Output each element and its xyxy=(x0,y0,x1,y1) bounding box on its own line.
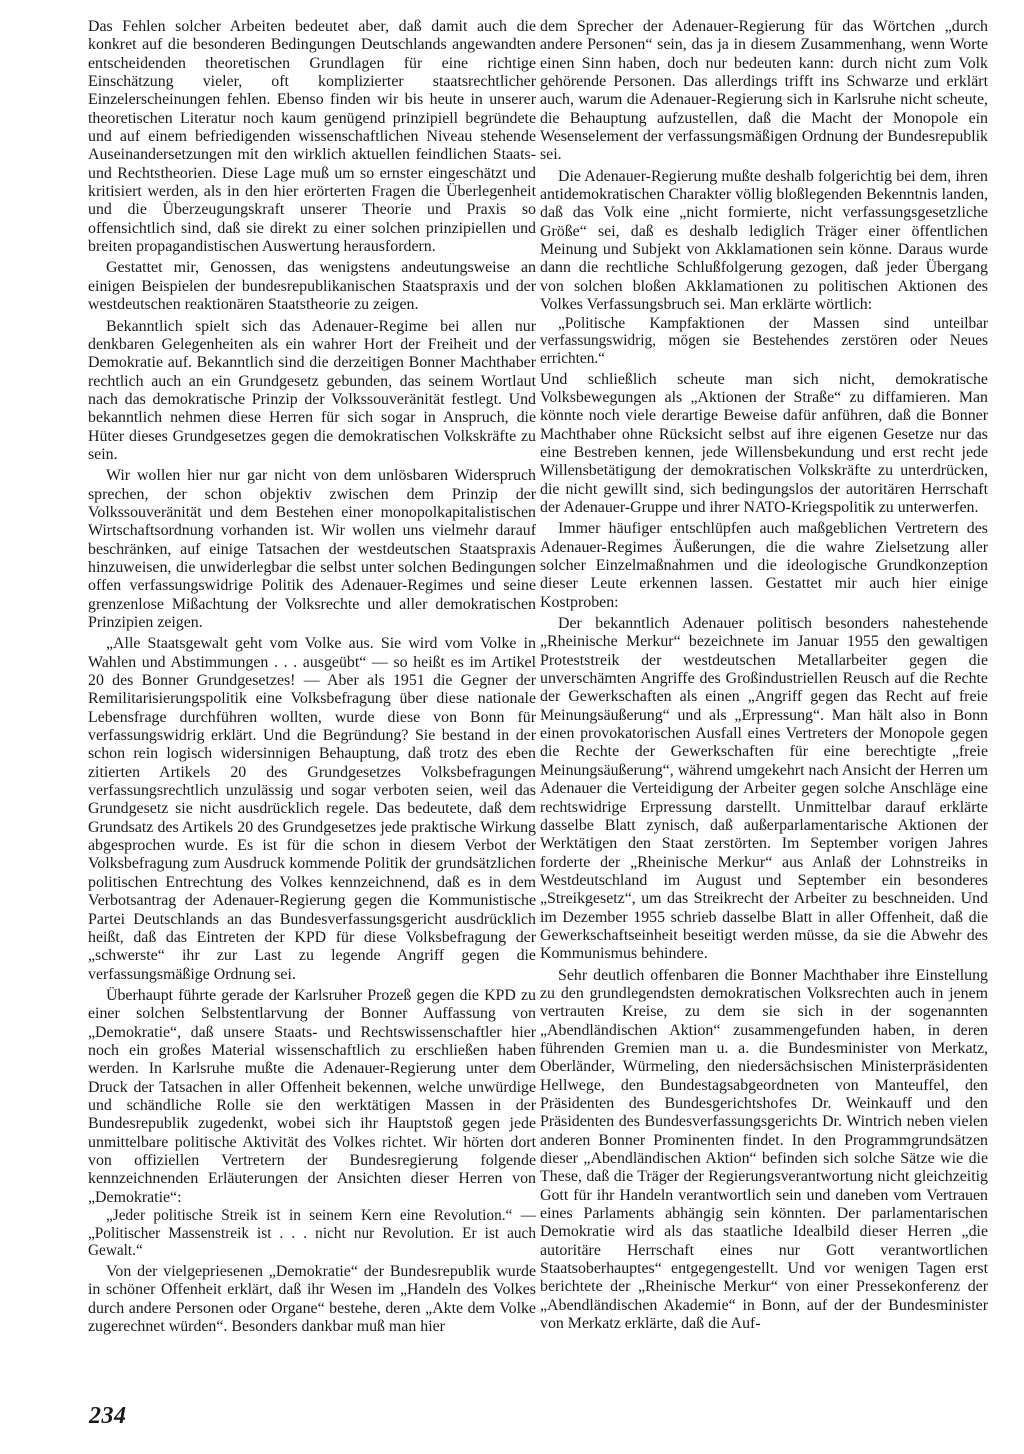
paragraph: „Alle Staatsgewalt geht vom Volke aus. Sie wird vom Volke in Wahlen und Abstimmungen . . . ausgeübt“ — so heißt es im Artikel 20 des Bonner Grundgesetzes! — Aber als 1951 die Gegner der Remilitarisierungspolitik eine Volksbefragung über diese nationale Lebensfrage durchführen wollten, wurde diese von Bonn für verfassungswidrig erklärt. Und die Begründung? Sie bestand in der schon rein logisch widersinnigen Behauptung, daß trotz des eben zitierten Artikels 20 des Grundgesetzes Volksbefragungen verfassungsrechtlich unzulässig und sogar verboten seien, weil das Grundgesetz sie nicht ausdrücklich regele. Das bedeutete, daß dem Grundsatz des Artikels 20 des Grundgesetzes jede praktische Wirkung abgesprochen wurde. Es ist für die schon in diesem Verbot der Volksbefragung zum Ausdruck kommende Politik der grundsätzlichen politischen Entrechtung des Volkes kennzeichnend, daß es in dem Verbotsantrag der Adenauer-Regierung gegen die Kommunistische Partei Deutschlands an das Bundesverfassungsgericht ausdrücklich heißt, daß das Eintreten der KPD für diese Volksbefragung der „schwerste“ ihr zur Last zu legende Angriff gegen die verfassungsmäßige Ordnung sei. xyxy=(88,635,536,983)
paragraph: Das Fehlen solcher Arbeiten bedeutet aber, daß damit auch die konkret auf die besonderen Bedingungen Deutschlands angewandten entscheidenden theoretischen Grundlagen für eine richtige Einschätzung vieler, oft komplizierter staatsrechtlicher Einzelerscheinungen fehlen. Ebenso finden wir bis heute in unserer theoretischen Literatur noch kaum genügend prinzipiell begründete und auf einem befriedigenden wissenschaftlichen Niveau stehende Auseinandersetzungen mit den wirklich aktuellen feindlichen Staats- und Rechtstheorien. Diese Lage muß um so ernster eingeschätzt und kritisiert werden, als in den hier erörterten Fragen die Überlegenheit und die Überzeugungskraft unserer Theorie und Praxis so offensichtlich sind, daß sie direkt zu einer solchen prinzipiellen und breiten propagandistischen Auswertung herausfordern. xyxy=(88,18,536,256)
quote-paragraph: „Jeder politische Streik ist in seinem Kern eine Revolution.“ — „Politischer Massenstreik ist . . . nicht nur Revolution. Er ist auch Gewalt.“ xyxy=(88,1207,536,1260)
paragraph: Gestattet mir, Genossen, das wenigstens andeutungsweise an einigen Beispielen der bundesrepublikanischen Staatspraxis und der westdeutschen reaktionären Staatstheorie zu zeigen. xyxy=(88,259,536,314)
left-column xyxy=(88,18,536,1336)
paragraph: Die Adenauer-Regierung mußte deshalb folgerichtig bei dem, ihren antidemokratischen Charakter völlig bloßlegenden Bekenntnis landen, daß das Volk eine „nicht formierte, nicht verfassungsgesetzliche Größe“ sei, daß es deshalb lediglich Träger einer öffentlichen Meinung und Subjekt von Akklamationen sein könne. Daraus wurde dann die rechtliche Schlußfolgerung gezogen, daß jeder Übergang von solchen bloßen Akklamationen zu politischen Aktionen des Volkes Verfassungsbruch sei. Man erklärte wörtlich: xyxy=(540,167,988,314)
paragraph: Bekanntlich spielt sich das Adenauer-Regime bei allen nur denkbaren Gelegenheiten als ein wahrer Hort der Freiheit und der Demokratie auf. Bekanntlich sind die derzeitigen Bonner Machthaber rechtlich auch an ein Grundgesetz gebunden, das seinem Wortlaut nach das demokratische Prinzip der Volkssouveränität festlegt. Und bekanntlich nehmen diese Herren für sich sogar in Anspruch, die Hüter dieses Grundgesetzes gegen die demokratischen Volkskräfte zu sein. xyxy=(88,317,536,463)
paragraph: Wir wollen hier nur gar nicht von dem unlösbaren Widerspruch sprechen, der schon objektiv zwischen dem Prinzip der Volkssouveränität und dem Bestehen einer monopolkapitalistischen Wirtschaftsordnung vorhanden ist. Wir wollen uns vielmehr darauf beschränken, auf einige Tatsachen der westdeutschen Staatspraxis hinzuweisen, die unwiderlegbar die selbst unter solchen Bedingungen offen verfassungswidrige Politik des Adenauer-Regimes und seine grenzenlose Mißachtung der Volksrechte und aller demokratischen Prinzipien zeigen. xyxy=(88,467,536,631)
paragraph: Überhaupt führte gerade der Karlsruher Prozeß gegen die KPD zu einer solchen Selbstentlarvung der Bonner Auffassung von „Demokratie“, daß unsere Staats- und Rechtswissenschaftler hier noch ein großes Material wissenschaftlich zu erschließen haben werden. In Karlsruhe mußte die Adenauer-Regierung unter dem Druck der Tatsachen in aller Offenheit bekennen, welche unwürdige und schändliche Rolle sie den werktätigen Massen in der Bundesrepublik zugedenkt, wobei sich ihr Hauptstoß gegen jede unmittelbare politische Aktivität des Volkes richtet. Wir hörten dort von offiziellen Vertretern der Bundesregierung folgende kennzeichnenden Erläuterungen der Ansichten dieser Herren von „Demokratie“: xyxy=(88,986,536,1206)
right-column xyxy=(540,18,988,1333)
quote-paragraph: „Politische Kampfaktionen der Massen sind unteilbar verfassungswidrig, mögen sie Bestehendes zerstören oder Neues errichten.“ xyxy=(540,314,988,367)
paragraph: Und schließlich scheute man sich nicht, demokratische Volksbewegungen als „Aktionen der Straße“ zu diffamieren. Man könnte noch viele derartige Beweise dafür anführen, daß die Bonner Machthaber ohne Rücksicht selbst auf ihre eigenen Gesetze nur das eine Bestreben kennen, jede Willensbekundung und erst recht jede Willensbetätigung der demokratischen Volkskräfte zu unterdrücken, die nicht gewillt sind, sich bedingungslos der autoritären Herrschaft der Adenauer-Gruppe und ihrer NATO-Kriegspolitik zu unterwerfen. xyxy=(540,370,988,517)
paragraph: Der bekanntlich Adenauer politisch besonders nahestehende „Rheinische Merkur“ bezeichnete im Januar 1955 den gewaltigen Proteststreik der westdeutschen Metallarbeiter gegen die unverschämten Angriffe des Großindustriellen Reusch auf die Rechte der Gewerkschaften als einen „Angriff gegen das Recht auf freie Meinungsäußerung“ und als „Erpressung“. Man hält also in Bonn einen provokatorischen Ausfall eines Vertreters der Monopole gegen die Rechte der Gewerkschaften für eine berechtigte „freie Meinungsäußerung“, während umgekehrt nach Ansicht der Herren um Adenauer die Verteidigung der Arbeiter gegen solche Anschläge eine rechtswidrige Erpressung darstellt. Unmittelbar darauf erklärte dasselbe Blatt zynisch, daß außerparlamentarische Aktionen der Werktätigen den Staat zerstörten. Im September vorigen Jahres forderte der „Rheinische Merkur“ aus Anlaß der Lohnstreiks in Westdeutschland im August und September ein besonderes „Streikgesetz“, um das Streikrecht der Arbeiter zu beschneiden. Und im Dezember 1955 schrieb dasselbe Blatt in aller Offenheit, daß die Gewerkschaftseinheit beseitigt werden müsse, da sie die Abwehr des Kommunismus behindere. xyxy=(540,615,988,963)
page-number: 234 xyxy=(89,1403,127,1429)
paragraph: Von der vielgepriesenen „Demokratie“ der Bundesrepublik wurde in schöner Offenheit erklärt, daß ihr Wesen im „Handeln des Volkes durch andere Personen oder Organe“ bestehe, deren „Akte dem Volke zugerechnet würden“. Besonders dankbar muß man hier xyxy=(88,1263,536,1336)
paragraph: dem Sprecher der Adenauer-Regierung für das Wörtchen „durch andere Personen“ sein, das ja in diesem Zusammenhang, wenn Worte einen Sinn haben, doch nur bedeuten kann: durch nicht zum Volk gehörende Personen. Das allerdings trifft ins Schwarze und erklärt auch, warum die Adenauer-Regierung sich in Karlsruhe nicht scheute, die Behauptung aufzustellen, daß die Macht der Monopole ein Wesenselement der verfassungsmäßigen Ordnung der Bundesrepublik sei. xyxy=(540,18,988,164)
paragraph: Immer häufiger entschlüpfen auch maßgeblichen Vertretern des Adenauer-Regimes Äußerungen, die die wahre Zielsetzung aller solcher Einzelmaßnahmen und die ideologische Grundkonzeption dieser Leute erkennen lassen. Gestattet mir auch hier einige Kostproben: xyxy=(540,520,988,611)
paragraph: Sehr deutlich offenbaren die Bonner Machthaber ihre Einstellung zu den grundlegendsten demokratischen Volksrechten auch in jenem vertrauten Kreise, zu dem sie sich in der sogenannten „Abendländischen Aktion“ zusammengefunden haben, in deren führenden Gremien man u. a. die Bundesminister von Merkatz, Oberländer, Würmeling, den niedersächsischen Ministerpräsidenten Hellwege, den Bundestagsabgeordneten von Manteuffel, den Präsidenten des Bundesgerichtshofes Dr. Weinkauff und den Präsidenten des Bundesverfassungsgerichts Dr. Wintrich neben vielen anderen Bonner Prominenten findet. In den Programmgrundsätzen dieser „Abendländischen Aktion“ befinden sich solche Sätze wie die These, daß die Träger der Regierungsverantwortung nicht gleichzeitig Gott für ihr Handeln verantwortlich sein und daneben vom Vertrauen eines Parlaments abhängig sein könnten. Der parlamentarischen Demokratie wird als das staatliche Idealbild dieser Herren „die autoritäre Herrschaft eines nur Gott verantwortlichen Staatsoberhauptes“ entgegengestellt. Und vor wenigen Tagen erst berichtete der „Rheinische Merkur“ von einer Pressekonferenz der „Abendländischen Akademie“ in Bonn, auf der der Bundesminister von Merkatz erklärte, daß die Auf- xyxy=(540,966,988,1333)
